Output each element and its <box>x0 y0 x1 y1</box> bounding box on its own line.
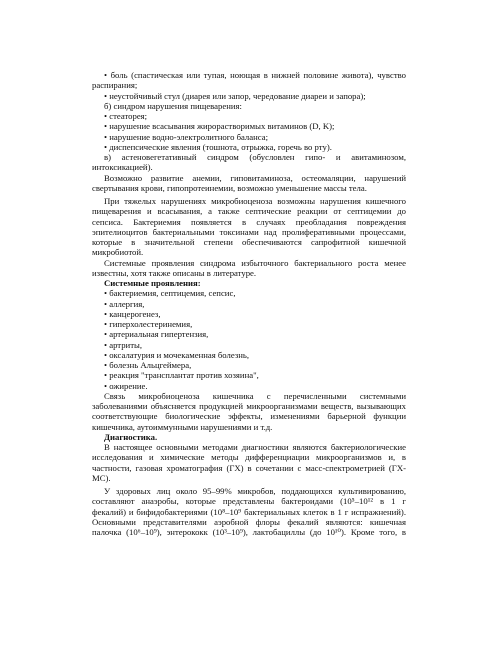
text-line: распирания; <box>92 80 138 91</box>
text-line: эпителиоцитов бактериальными токсинами над пролиферативными процессами, <box>92 226 406 237</box>
text-line: • стеаторея; <box>104 111 148 121</box>
text-line: Системные проявления синдрома избыточного бактериального роста менее <box>104 257 406 268</box>
text-line: • артериальная гипертензия, <box>104 329 209 340</box>
text-line: • реакция "трансплантат против хозяина", <box>104 370 259 381</box>
body-text <box>92 70 406 537</box>
text-line: • канцерогенез, <box>104 308 161 319</box>
text-line: частности, газовая хроматография (ГХ) в сочетании с масс-спектрометрией (ГХ- <box>92 462 406 473</box>
text-line: • боль (спастическая или тупая, ноющая в нижней половине живота), чувство <box>104 70 406 80</box>
text-line: • неустойчивый стул (диарея или запор, чередование диареи и запора); <box>104 90 366 101</box>
text-line: микробиотой. <box>92 247 144 258</box>
text-line: составляют анаэробы, которые представлены бактероидами (10⁵–10¹² в 1 г <box>92 496 406 507</box>
text-line: • ожирение. <box>104 380 148 391</box>
text-line: пищеварения и всасывания, а также септические реакции от септицемии до <box>92 206 406 217</box>
text-line: которые в значительной степени обеспечиваются сапрофитной кишечной <box>92 237 406 247</box>
text-line: При тяжелых нарушениях микробиоценоза возможны нарушения кишечного <box>104 196 406 206</box>
text-line: свертывания крови, гипопротеинемии, возможно уменьшение массы тела. <box>92 182 367 193</box>
text-line: Системные проявления: <box>104 278 201 288</box>
text-line: • аллергия, <box>104 298 145 309</box>
text-line: б) синдром нарушения пищеварения: <box>104 100 242 111</box>
text-line: • оксалатурия и мочекаменная болезнь, <box>104 349 250 360</box>
text-line: Возможно развитие анемии, гиповитаминоза, остеомаляции, нарушений <box>104 172 406 183</box>
text-line: • бактериемия, септицемия, сепсис, <box>104 288 236 299</box>
text-line: палочка (10⁶–10⁹), энтерококк (10³–10⁹), лактобациллы (до 10¹⁰). Кроме того, в <box>92 527 406 537</box>
text-line: • болезнь Альцгеймера, <box>104 360 192 370</box>
text-line: известны, хотя также описаны в литературе. <box>92 267 257 278</box>
text-line: в) астеновегетативный синдром (обусловлен гипо- и авитаминозом, <box>104 152 406 162</box>
text-line: кишечника, аутоиммунными нарушениями и т.д. <box>92 421 273 432</box>
text-line: Диагностика. <box>104 431 158 442</box>
text-line: Связь микробиоценоза кишечника с перечисленными системными <box>104 390 406 401</box>
text-line: • диспепсические явления (тошнота, отрыжка, горечь во рту). <box>104 141 332 152</box>
text-line: исследования и химические методы дифференциации микроорганизмов и, в <box>92 452 406 463</box>
text-line: • нарушение всасывания жирорастворимых витаминов (D, K); <box>104 121 335 132</box>
text-line: МС). <box>92 472 111 483</box>
text-line: заболеваниями объясняется продукцией микроорганизмами веществ, вызывающих <box>92 401 406 411</box>
text-line: • артриты, <box>104 339 142 350</box>
text-line: интоксикацией). <box>92 162 153 173</box>
text-line: соответствующие биологические эффекты, изменениями барьерной функции <box>92 411 406 422</box>
text-line: сепсиса. Бактериемия появляется в случаях преобладания повреждения <box>92 216 406 227</box>
text-line: У здоровых лиц около 95–99% микробов, поддающихся культивированию, <box>104 486 406 496</box>
text-line: • нарушение водно-электролитного баланса; <box>104 131 269 142</box>
text-line: Основными представителями аэробной флоры фекалий являются: кишечная <box>92 516 406 527</box>
text-line: фекалий) и бифидобактериями (10⁸–10⁹ бактериальных клеток в 1 г испражнений). <box>92 506 406 517</box>
text-line: В настоящее основными методами диагностики являются бактериологические <box>104 442 406 452</box>
text-line: • гиперхолестеринемия, <box>104 319 193 329</box>
